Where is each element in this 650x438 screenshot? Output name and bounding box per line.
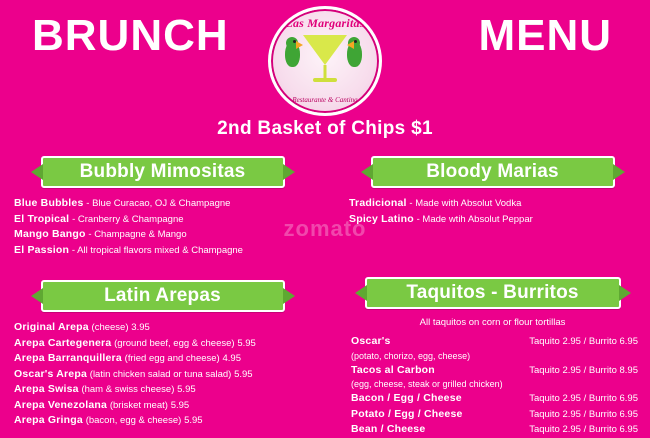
list-item bbox=[14, 367, 315, 383]
list-item bbox=[14, 243, 315, 259]
section-title-arepas: Latin Arepas bbox=[104, 285, 221, 306]
table-row bbox=[351, 407, 638, 423]
item-price: Taquito 2.95 / Burrito 6.95 bbox=[529, 336, 638, 347]
item-name: Arepa Venezolana bbox=[14, 398, 108, 411]
menu-header bbox=[0, 0, 650, 118]
margarita-glass-base bbox=[313, 78, 337, 82]
header-word-menu: MENU bbox=[478, 11, 612, 60]
parrot-left-icon bbox=[283, 37, 305, 71]
item-desc: (cheese) bbox=[91, 322, 129, 333]
item-price: Taquito 2.95 / Burrito 6.95 bbox=[529, 393, 638, 404]
item-desc: (brisket meat) bbox=[109, 399, 168, 411]
item-desc: - Made wtih Absolut Peppar bbox=[416, 213, 533, 225]
table-row bbox=[351, 334, 638, 350]
item-desc: - Cranberry & Champagne bbox=[72, 213, 184, 225]
logo-artwork bbox=[271, 9, 379, 113]
list-item bbox=[14, 382, 315, 398]
item-name: Arepa Cartegenera bbox=[14, 336, 112, 349]
table-row bbox=[351, 391, 638, 407]
section-banner-bloody bbox=[371, 156, 615, 188]
item-price: Taquito 2.95 / Burrito 6.95 bbox=[529, 424, 638, 435]
item-desc: (bacon, egg & cheese) bbox=[85, 415, 182, 426]
watermark: zomato bbox=[283, 216, 367, 241]
right-column bbox=[325, 152, 650, 438]
section-title-mimositas: Bubbly Mimositas bbox=[79, 161, 246, 182]
list-item bbox=[14, 320, 315, 336]
margarita-glass-icon bbox=[303, 35, 347, 65]
item-name: Potato / Egg / Cheese bbox=[351, 407, 463, 420]
item-name: Oscar's Arepa bbox=[14, 367, 87, 380]
list-item bbox=[14, 413, 315, 429]
table-row bbox=[351, 422, 638, 438]
mimositas-list bbox=[14, 196, 315, 258]
logo-subtitle: Restaurante & Cantina bbox=[292, 96, 358, 104]
list-item bbox=[14, 227, 315, 243]
list-item bbox=[14, 398, 315, 414]
item-name: Bean / Cheese bbox=[351, 423, 426, 435]
item-price: Taquito 2.95 / Burrito 6.95 bbox=[529, 408, 638, 420]
list-item bbox=[14, 336, 315, 352]
list-item bbox=[14, 196, 315, 212]
chips-promo: 2nd Basket of Chips $1 bbox=[217, 118, 433, 139]
item-desc: (latin chicken salad or tuna salad) bbox=[89, 368, 232, 380]
item-price: 5.95 bbox=[234, 368, 253, 380]
item-desc: (fried egg and cheese) bbox=[124, 353, 220, 364]
menu-columns bbox=[0, 152, 650, 438]
parrot-right-icon bbox=[345, 37, 367, 71]
section-banner-mimositas bbox=[41, 156, 285, 188]
list-item bbox=[14, 212, 315, 228]
header-word-brunch: BRUNCH bbox=[32, 11, 229, 60]
section-title-taquitos: Taquitos - Burritos bbox=[406, 282, 579, 303]
item-price: Taquito 2.95 / Burrito 8.95 bbox=[529, 364, 638, 376]
item-name: Tacos al Carbon bbox=[351, 363, 435, 376]
item-desc: (ground beef, egg & cheese) bbox=[114, 337, 235, 349]
item-price: 5.95 bbox=[237, 337, 256, 349]
logo-title: Las Margaritas bbox=[285, 16, 365, 30]
item-name: Arepa Barranquillera bbox=[14, 352, 122, 364]
item-price: 5.95 bbox=[184, 415, 203, 426]
table-row bbox=[351, 363, 638, 379]
section-banner-arepas bbox=[41, 280, 285, 312]
item-name: Tradicional bbox=[349, 197, 407, 209]
item-name: Blue Bubbles bbox=[14, 197, 84, 209]
item-name: El Tropical bbox=[14, 212, 70, 225]
item-name: Arepa Gringa bbox=[14, 414, 83, 426]
item-desc: (egg, cheese, steak or grilled chicken) bbox=[351, 379, 503, 389]
item-name: Oscar's bbox=[351, 335, 391, 347]
list-item bbox=[349, 212, 640, 228]
left-column bbox=[0, 152, 325, 438]
item-name: Mango Bango bbox=[14, 228, 86, 240]
section-title-bloody: Bloody Marias bbox=[426, 161, 559, 182]
item-price: 5.95 bbox=[177, 384, 196, 395]
item-desc: (ham & swiss cheese) bbox=[81, 384, 175, 395]
taquitos-list bbox=[351, 334, 638, 438]
item-name: El Passion bbox=[14, 243, 70, 256]
item-desc: - Blue Curacao, OJ & Champagne bbox=[86, 198, 231, 209]
list-item bbox=[14, 351, 315, 367]
item-price: 5.95 bbox=[170, 399, 190, 411]
restaurant-logo bbox=[268, 6, 382, 116]
list-item bbox=[349, 196, 640, 212]
item-name: Original Arepa bbox=[14, 321, 89, 333]
margarita-glass-stem bbox=[324, 65, 327, 79]
arepas-list bbox=[14, 320, 315, 429]
item-desc: - Made with Absolut Vodka bbox=[409, 198, 522, 209]
item-desc: - All tropical flavors mixed & Champagne bbox=[71, 244, 243, 256]
bloody-list bbox=[349, 196, 640, 227]
taquitos-note: All taquitos on corn or flour tortillas bbox=[419, 317, 566, 328]
item-name: Bacon / Egg / Cheese bbox=[351, 392, 462, 404]
item-price: 4.95 bbox=[222, 353, 241, 364]
item-price: 3.95 bbox=[131, 322, 150, 333]
item-name: Spicy Latino bbox=[349, 212, 414, 225]
section-banner-taquitos bbox=[365, 277, 621, 309]
item-name: Arepa Swisa bbox=[14, 383, 79, 395]
item-desc: - Champagne & Mango bbox=[88, 229, 187, 240]
item-desc: (potato, chorizo, egg, cheese) bbox=[351, 350, 471, 361]
